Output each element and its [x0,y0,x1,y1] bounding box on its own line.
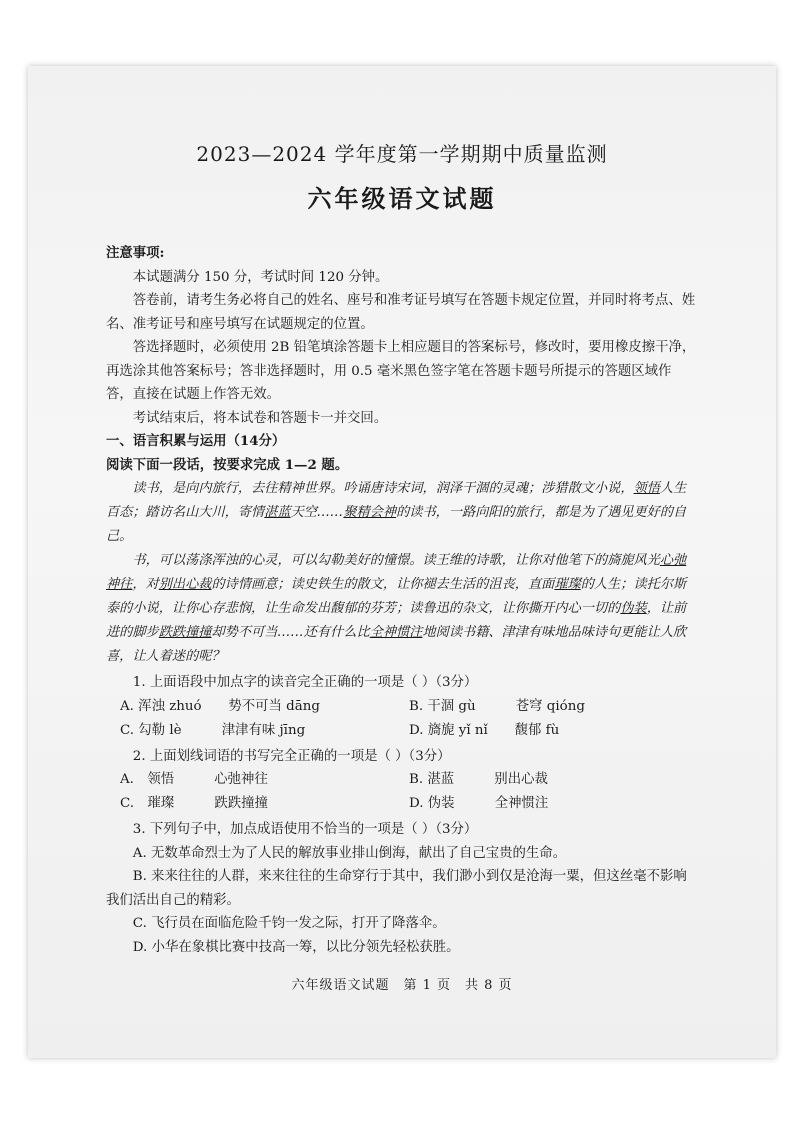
notice-item: 答选择题时，必须使用 2B 铅笔填涂答题卡上相应题目的答案标号，修改时，要用橡皮擦干净，再选涂其他答案标号；答非选择题时，用 0.5 毫米黑色签字笔在答题卡题号所提示的答题区域作答，直接在试题上作答无效。 [106,340,696,402]
question-2-stem: 2. 上面划线词语的书写完全正确的一项是（ ）（3分） [132,748,451,764]
scanned-page [28,66,776,1058]
option-c: C. 飞行员在面临危险千钧一发之际，打开了降落伞。 [132,916,446,931]
passage-paragraph-2: 书，可以荡涤浑浊的心灵，可以勾勒美好的憧憬。读王维的诗歌，让你对他笔下的旖旎风光心弛神往，对别出心裁的诗情画意；读史铁生的散文，让你褪去生活的沮丧，直面璀璨的人生；读托尔斯泰的小说，让你心存悲悯，让生命发出馥郁的芬芳；读鲁迅的杂文，让你撕开内心一切的伪装，让前进的脚步跌跌撞撞却势不可当……还有什么比全神惯注地阅读书籍、津津有味地品味诗句更能让人欣喜，让人着迷的呢？ [106,553,687,664]
option-b: B. 来来往往的人群，来来往往的生命穿行于其中，我们渺小到仅是沧海一粟，但这丝毫不影响我们活出自己的精彩。 [106,869,687,908]
exam-subtitle: 六年级语文试题 [307,184,497,213]
option-b: B. 湛蓝 别出心裁 [409,772,548,787]
underlined-word: 聚精会神 [343,505,397,520]
exam-title: 2023—2024 学年度第一学期期中质量监测 [196,142,608,166]
underlined-word: 跌跌撞撞 [158,625,212,640]
notice-item: 答卷前，请考生务必将自己的姓名、座号和准考证号填写在答题卡规定位置，并同时将考点、姓名、准考证号和座号填写在试题规定的位置。 [106,293,696,332]
question-1-stem: 1. 上面语段中加点字的读音完全正确的一项是（ ）（3分） [132,675,478,690]
option-b: B. 干涸 gù 苍穹 qióng [409,698,585,714]
section-heading: 一、语言积累与运用（14分） [106,433,286,449]
underlined-word: 别出心裁 [158,577,212,592]
question-2-options [106,768,698,816]
underlined-word: 全神惯注 [369,625,423,640]
exam-content [106,138,698,959]
reading-passage [106,477,698,669]
question-3-stem: 3. 下列句子中，加点成语使用不恰当的一项是（ ）（3分） [132,822,478,837]
underlined-word: 领悟 [633,481,660,496]
notice-item: 本试题满分 150 分，考试时间 120 分钟。 [132,269,389,285]
passage-paragraph-1: 读书，是向内旅行，去往精神世界。吟诵唐诗宋词，润泽干涸的灵魂；涉猎散文小说，领悟人生百态；踏访名山大川，寄情湛蓝天空……聚精会神的读书，一路向阳的旅行，都是为了遇见更好的自己。 [106,481,687,544]
option-a: A. 无数革命烈士为了人民的解放事业排山倒海，献出了自己宝贵的生命。 [132,845,567,861]
option-a: A. 浑浊 zhuó 势不可当 dāng [120,698,320,714]
page-footer: 六年级语文试题 第 1 页 共 8 页 [291,978,513,993]
option-a: A. 领悟 心弛神往 [120,772,268,787]
underlined-word: 心弛神往 [106,553,687,592]
option-c: C. 勾勒 lè 津津有味 jīng [120,722,306,738]
notice-item: 考试结束后，将本试卷和答题卡一并交回。 [132,410,388,426]
underlined-word: 璀璨 [554,577,581,592]
underlined-word: 湛蓝 [264,505,291,520]
option-d: D. 伪装 全神惯注 [409,796,549,811]
notice-heading: 注意事项: [106,245,165,261]
option-d: D. 小华在象棋比赛中技高一筹，以比分领先轻松获胜。 [132,939,460,955]
option-d: D. 旖旎 yǐ nǐ 馥郁 fù [409,722,560,738]
question-1-options [106,695,698,743]
section-instruction: 阅读下面一段话，按要求完成 1—2 题。 [106,456,349,473]
underlined-word: 伪装 [620,601,647,616]
option-c: C. 璀璨 跌跌撞撞 [120,796,268,811]
